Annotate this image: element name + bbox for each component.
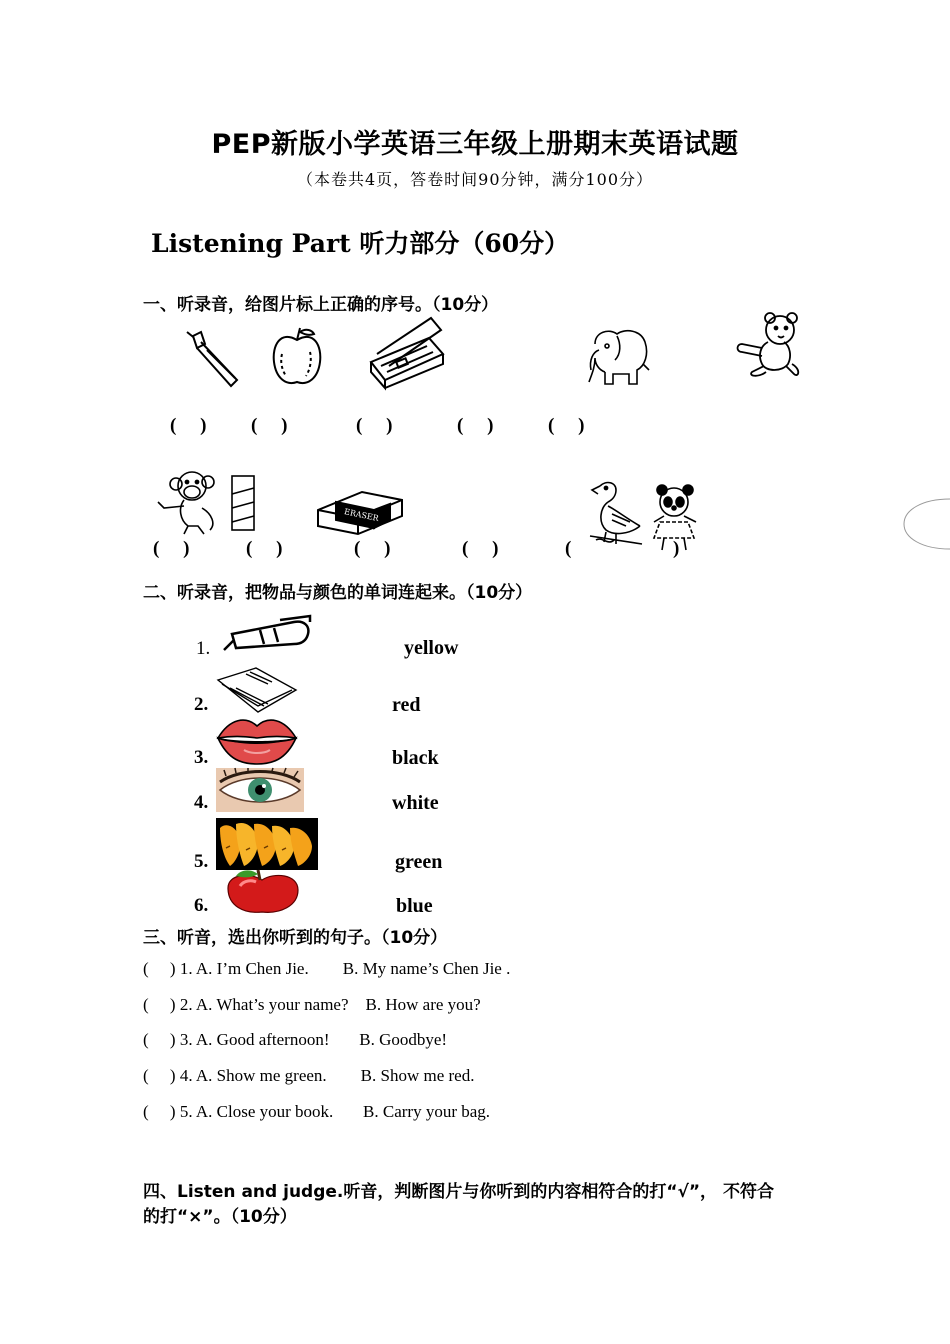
answer-blank[interactable]: ( ) — [153, 538, 190, 559]
answer-blank[interactable]: ( ) — [246, 538, 283, 559]
item-number: 5. — [194, 851, 209, 872]
answer-blank[interactable]: ( ) — [457, 415, 494, 436]
answer-blank[interactable]: ( ) — [354, 538, 391, 559]
page-title: PEP新版小学英语三年级上册期末英语试题 — [211, 129, 739, 160]
bananas-icon — [216, 818, 318, 870]
item-number: 6. — [194, 895, 209, 916]
answer-blank[interactable]: ( ) — [356, 415, 393, 436]
answer-blank[interactable]: ( ) — [548, 415, 585, 436]
question-line[interactable]: ( ) 1. A. I’m Chen Jie. B. My name’s Chen Jie . — [143, 959, 511, 978]
question-line[interactable]: ( ) 2. A. What’s your name? B. How are you? — [143, 995, 481, 1014]
item-number: 3. — [194, 747, 209, 768]
color-word[interactable]: black — [392, 747, 439, 769]
apple-icon — [270, 326, 324, 388]
answer-blank-open[interactable]: ( — [565, 538, 572, 559]
part-title: Listening Part 听力部分（60分） — [151, 229, 570, 258]
question-line[interactable]: ( ) 4. A. Show me green. B. Show me red. — [143, 1066, 475, 1085]
section3-heading: 三、听音，选出你听到的句子。（10分） — [143, 928, 448, 948]
answer-blank-close: ) — [673, 538, 680, 559]
page-subtitle: （本卷共4页，答卷时间90分钟，满分100分） — [296, 170, 654, 189]
eye-icon — [216, 768, 304, 812]
color-word[interactable]: blue — [396, 895, 433, 917]
monkey-icon — [154, 464, 258, 538]
lips-icon — [216, 714, 298, 766]
pen-icon — [220, 614, 312, 654]
color-word[interactable]: yellow — [404, 637, 459, 659]
pencil-box-icon — [367, 314, 447, 390]
question-line[interactable]: ( ) 5. A. Close your book. B. Carry your bag. — [143, 1102, 491, 1121]
color-word[interactable]: red — [392, 694, 421, 716]
svg-text:ERASER: ERASER — [343, 507, 380, 524]
page-edge-circle — [902, 498, 950, 550]
answer-blank[interactable]: ( ) — [251, 415, 288, 436]
notebook-icon — [216, 666, 298, 714]
section4-heading: 四、Listen and judge.听音，判断图片与你听到的内容相符合的打“√”， 不符合 — [143, 1182, 774, 1202]
answer-blank[interactable]: ( ) — [462, 538, 499, 559]
teddy-bear-icon — [732, 312, 806, 378]
apple-icon — [220, 868, 306, 916]
item-number: 2. — [194, 694, 209, 715]
elephant-icon — [585, 324, 653, 390]
question-line[interactable]: ( ) 3. A. Good afternoon! B. Goodbye! — [143, 1030, 448, 1049]
item-number: 1. — [196, 638, 211, 659]
answer-blank[interactable]: ( ) — [170, 415, 207, 436]
section2-heading: 二、听录音，把物品与颜色的单词连起来。（10分） — [143, 583, 533, 603]
color-word[interactable]: green — [395, 851, 443, 873]
bird-icon — [586, 476, 646, 552]
color-word[interactable]: white — [392, 792, 439, 814]
item-number: 4. — [194, 792, 209, 813]
eraser-icon — [314, 486, 406, 538]
pen-icon — [183, 328, 243, 390]
section1-heading: 一、听录音，给图片标上正确的序号。（10分） — [143, 295, 499, 315]
section4-heading-cont: 的打“×”。（10分） — [143, 1207, 297, 1227]
